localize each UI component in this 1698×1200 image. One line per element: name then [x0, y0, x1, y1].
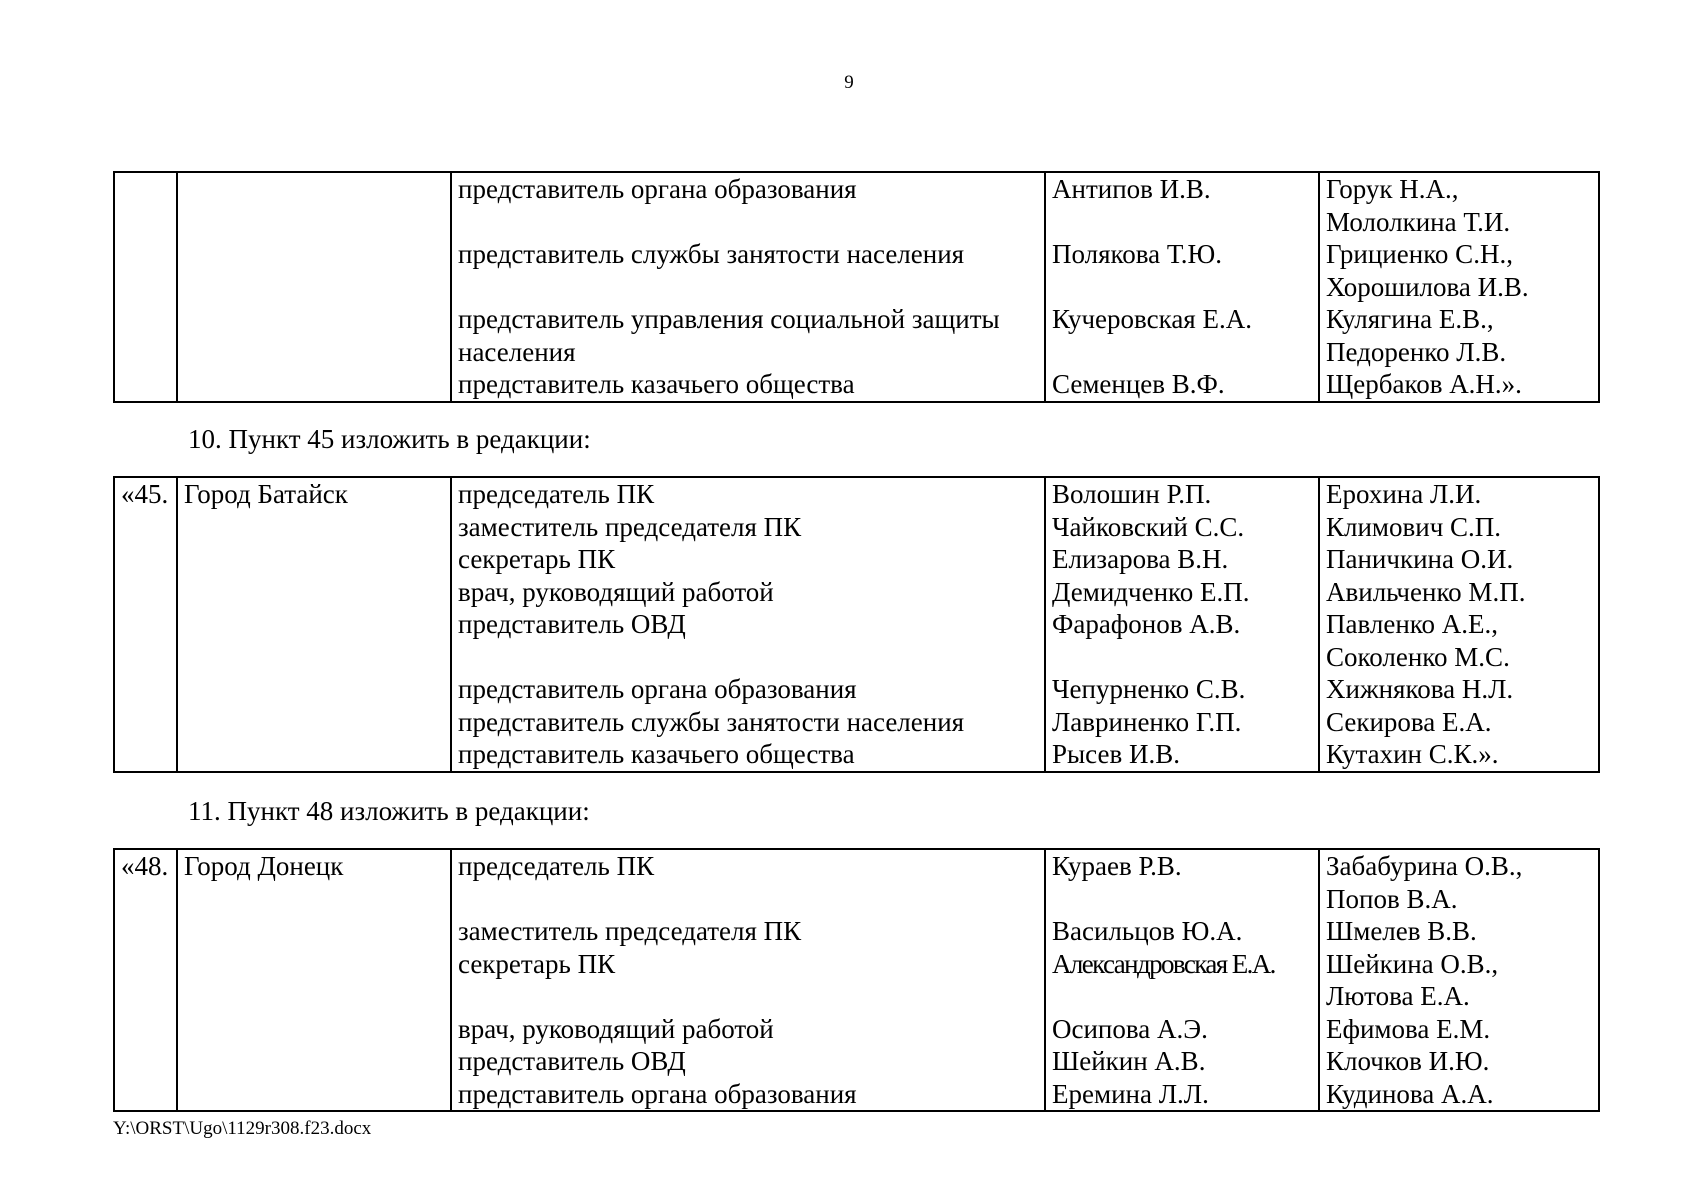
- reserve-name: Секирова Е.А.: [1326, 706, 1492, 737]
- role-line: врач, руководящий работой: [458, 576, 774, 607]
- paragraph-item-10: 10. Пункт 45 изложить в редакции:: [188, 424, 591, 454]
- file-path-footer: Y:\ORST\Ugo\1129r308.f23.docx: [113, 1118, 372, 1139]
- reserve-name: Ефимова Е.М.: [1326, 1013, 1491, 1044]
- reserve-name: Павленко А.Е.,: [1326, 609, 1499, 639]
- reserve-name: Паничкина О.И.: [1326, 544, 1514, 574]
- role-line: врач, руководящий работой: [458, 1013, 774, 1044]
- member-name: Полякова Т.Ю.: [1052, 239, 1222, 269]
- reserve-name: Хижнякова Н.Л.: [1326, 674, 1514, 704]
- member-name: Волошин Р.П.: [1052, 479, 1212, 509]
- place-cell: [177, 477, 451, 772]
- role-line: заместитель председателя ПК: [458, 511, 802, 542]
- member-name: Лавриненко Г.П.: [1052, 706, 1242, 737]
- members-cell: [1045, 172, 1319, 402]
- roles-cell: [451, 172, 1045, 402]
- reserve-name: Педоренко Л.В.: [1326, 336, 1507, 367]
- member-name: [1052, 271, 1312, 304]
- role-line: [458, 206, 1038, 239]
- member-name: Александровская Е.А.: [1052, 948, 1275, 979]
- member-name: [1052, 206, 1312, 239]
- role-line: представитель органа образования: [458, 674, 857, 704]
- roles-cell: [451, 477, 1045, 772]
- member-name: [1052, 883, 1312, 916]
- member-name: Кучеровская Е.А.: [1052, 304, 1252, 334]
- reserve-name: Ерохина Л.И.: [1326, 479, 1482, 509]
- reserve-name: Хорошилова И.В.: [1326, 271, 1529, 302]
- role-line: представитель органа образования: [458, 174, 857, 204]
- paragraph-item-11: 11. Пункт 48 изложить в редакции:: [188, 796, 590, 826]
- member-name: Чайковский С.С.: [1052, 511, 1245, 542]
- reserve-name: Забабурина О.В.,: [1326, 851, 1523, 881]
- reserves-cell: [1319, 849, 1599, 1111]
- role-line: секретарь ПК: [458, 948, 616, 979]
- reserve-name: Шейкина О.В.,: [1326, 948, 1499, 979]
- role-line: представитель ОВД: [458, 609, 686, 639]
- members-cell: [1045, 849, 1319, 1111]
- member-name: Семенцев В.Ф.: [1052, 369, 1225, 399]
- reserve-name: Кулягина Е.В.,: [1326, 304, 1494, 334]
- reserve-name: Клочков И.Ю.: [1326, 1046, 1490, 1076]
- reserves-cell: [1319, 172, 1599, 402]
- member-name: Елизарова В.Н.: [1052, 544, 1229, 574]
- item-number-cell: [114, 477, 177, 772]
- role-line: председатель ПК: [458, 851, 655, 881]
- member-name: Васильцов Ю.А.: [1052, 916, 1243, 946]
- members-cell: [1045, 477, 1319, 772]
- reserve-name: Шмелев В.В.: [1326, 916, 1477, 946]
- commission-table-48: [113, 848, 1600, 1112]
- member-name: Фарафонов А.В.: [1052, 609, 1241, 639]
- place-name: Город Донецк: [184, 851, 344, 881]
- reserve-name: Авильченко М.П.: [1326, 576, 1526, 607]
- item-number-cell: [114, 849, 177, 1111]
- role-line: [458, 271, 1038, 304]
- reserve-name: Мололкина Т.И.: [1326, 206, 1511, 237]
- place-cell: [177, 172, 451, 402]
- commission-table-45: [113, 476, 1600, 773]
- role-line: [458, 980, 1038, 1013]
- role-line: заместитель председателя ПК: [458, 916, 802, 946]
- role-line: населения: [458, 336, 576, 367]
- role-line: представитель казачьего общества: [458, 739, 855, 769]
- role-line: представитель службы занятости населения: [458, 706, 965, 737]
- member-name: Рысев И.В.: [1052, 739, 1180, 769]
- table-row: [114, 172, 1599, 402]
- role-line: представитель органа образования: [458, 1078, 857, 1109]
- member-name: [1052, 336, 1312, 369]
- reserve-name: Грициенко С.Н.,: [1326, 239, 1513, 269]
- commission-table-continued: [113, 171, 1600, 403]
- member-name: Кураев Р.В.: [1052, 851, 1182, 881]
- reserve-name: Кудинова А.А.: [1326, 1078, 1494, 1109]
- reserve-name: Щербаков А.Н.».: [1326, 369, 1522, 399]
- role-line: [458, 641, 1038, 674]
- item-number: «45.: [121, 479, 169, 509]
- member-name: Антипов И.В.: [1052, 174, 1211, 204]
- role-line: председатель ПК: [458, 479, 655, 509]
- place-cell: [177, 849, 451, 1111]
- table-row: [114, 849, 1599, 1111]
- member-name: [1052, 641, 1312, 674]
- reserves-cell: [1319, 477, 1599, 772]
- place-name: Город Батайск: [184, 479, 348, 509]
- member-name: Демидченко Е.П.: [1052, 576, 1250, 607]
- member-name: Осипова А.Э.: [1052, 1013, 1208, 1044]
- roles-cell: [451, 849, 1045, 1111]
- member-name: Шейкин А.В.: [1052, 1046, 1206, 1076]
- reserve-name: Лютова Е.А.: [1326, 981, 1470, 1011]
- member-name: [1052, 980, 1312, 1013]
- role-line: представитель казачьего общества: [458, 369, 855, 399]
- page-number: 9: [844, 72, 854, 93]
- reserve-name: Горук Н.А.,: [1326, 174, 1459, 204]
- reserve-name: Соколенко М.С.: [1326, 641, 1510, 672]
- reserve-name: Кутахин С.К.».: [1326, 739, 1499, 769]
- reserve-name: Попов В.А.: [1326, 883, 1458, 914]
- member-name: Еремина Л.Л.: [1052, 1078, 1209, 1109]
- reserve-name: Климович С.П.: [1326, 511, 1502, 542]
- table-row: [114, 477, 1599, 772]
- role-line: секретарь ПК: [458, 544, 616, 574]
- item-number-cell: [114, 172, 177, 402]
- role-line: [458, 883, 1038, 916]
- role-line: представитель службы занятости населения: [458, 239, 965, 269]
- item-number: «48.: [121, 851, 169, 881]
- role-line: представитель ОВД: [458, 1046, 686, 1076]
- role-line: представитель управления социальной защиты: [458, 304, 1000, 334]
- member-name: Чепурненко С.В.: [1052, 674, 1246, 704]
